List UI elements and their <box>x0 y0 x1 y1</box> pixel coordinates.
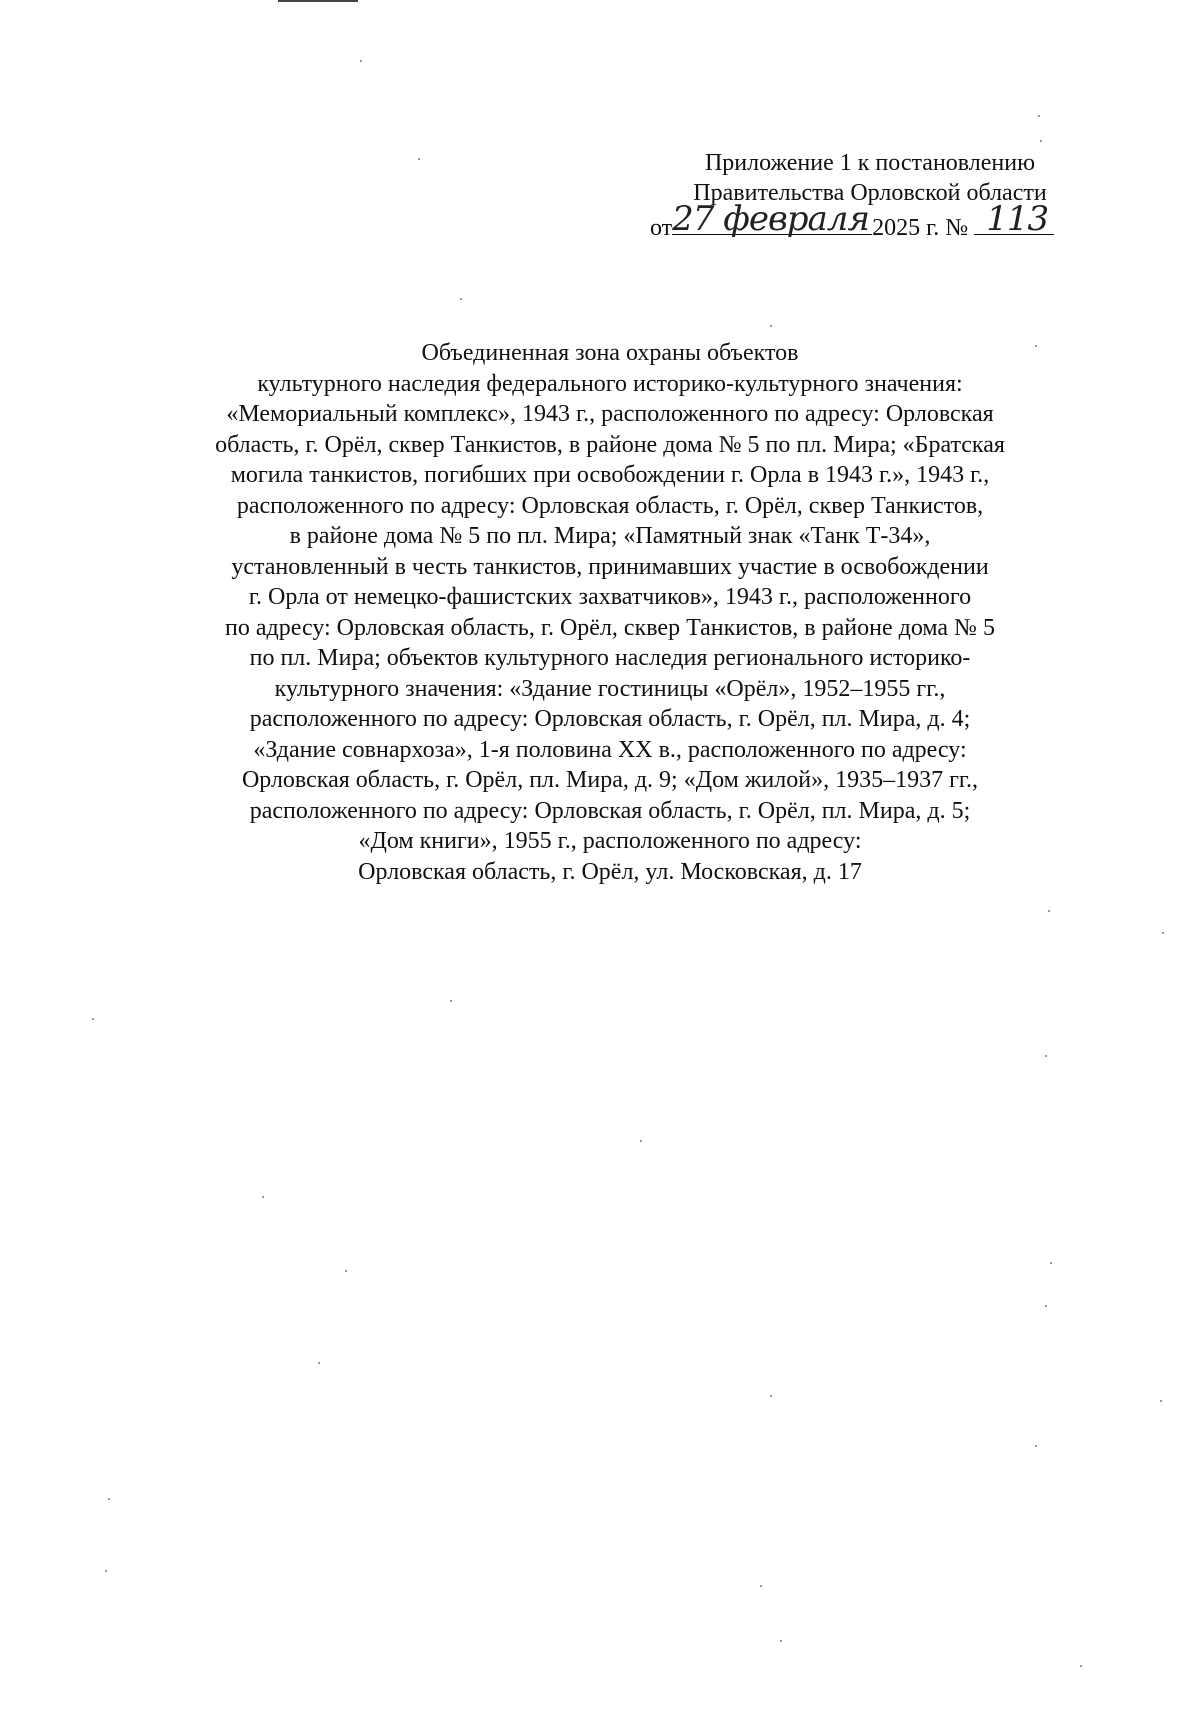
title-line: расположенного по адресу: Орловская область, г. Орёл, пл. Мира, д. 5; <box>249 797 971 824</box>
date-year: 2025 г. № <box>872 215 969 241</box>
appendix-line-2: Правительства Орловской области <box>693 180 1047 206</box>
title-line: могила танкистов, погибших при освобождении г. Орла в 1943 г.», 1943 г., <box>230 462 990 488</box>
scan-speck <box>418 158 420 160</box>
scan-speck <box>92 1018 94 1020</box>
title-line: «Здание совнархоза», 1-я половина XX в., расположенного по адресу: <box>253 736 967 763</box>
appendix-header <box>640 148 1100 243</box>
handwritten-date: 27 февраля <box>672 199 869 239</box>
scan-speck <box>318 1362 320 1364</box>
scan-speck <box>1162 932 1164 934</box>
title-line: культурного наследия федерального историко-культурного значения: <box>257 370 963 397</box>
scan-speck <box>1035 1445 1037 1447</box>
scan-speck <box>770 325 772 327</box>
scan-speck <box>460 298 462 300</box>
scan-speck <box>108 1498 110 1500</box>
scan-speck <box>1038 115 1040 117</box>
title-line: «Дом книги», 1955 г., расположенного по адресу: <box>358 828 862 854</box>
appendix-date-line <box>640 199 1100 243</box>
title-line: в районе дома № 5 по пл. Мира; «Памятный знак «Танк Т-34», <box>289 523 931 549</box>
title-line: Орловская область, г. Орёл, ул. Московская, д. 17 <box>358 858 862 885</box>
date-prefix: от <box>650 215 673 241</box>
appendix-line-1: Приложение 1 к постановлению <box>704 150 1036 176</box>
scan-speck <box>770 1395 772 1397</box>
scan-speck <box>345 1270 347 1272</box>
title-line: по адресу: Орловская область, г. Орёл, сквер Танкистов, в районе дома № 5 <box>225 614 995 641</box>
scan-speck <box>1045 1305 1047 1307</box>
date-field <box>672 199 872 239</box>
title-line: установленный в честь танкистов, принимавших участие в освобождении <box>231 553 989 580</box>
scan-speck <box>360 60 362 62</box>
title-line: расположенного по адресу: Орловская область, г. Орёл, пл. Мира, д. 4; <box>249 706 971 732</box>
scan-edge-mark <box>278 0 358 2</box>
title-line: г. Орла от немецко-фашистских захватчиков», 1943 г., расположенного <box>248 584 972 610</box>
scan-speck <box>1040 140 1042 142</box>
scan-speck <box>262 1196 264 1198</box>
title-line: культурного значения: «Здание гостиницы «Орёл», 1952–1955 гг., <box>274 675 946 702</box>
title-line: по пл. Мира; объектов культурного наследия регионального историко- <box>249 645 971 671</box>
title-line: Орловская область, г. Орёл, пл. Мира, д. 9; «Дом жилой», 1935–1937 гг., <box>241 767 979 793</box>
title-line: Объединенная зона охраны объектов <box>421 340 799 366</box>
title-line: «Мемориальный комплекс», 1943 г., расположенного по адресу: Орловская <box>226 401 994 427</box>
title-line: расположенного по адресу: Орловская область, г. Орёл, сквер Танкистов, <box>236 492 984 519</box>
document-title-block <box>150 338 1070 887</box>
title-line: область, г. Орёл, сквер Танкистов, в районе дома № 5 по пл. Мира; «Братская <box>215 431 1005 458</box>
scan-speck <box>1048 910 1050 912</box>
scan-speck <box>1050 1262 1052 1264</box>
scan-speck <box>1160 1400 1162 1402</box>
scan-speck <box>780 1640 782 1642</box>
scan-speck <box>450 1000 452 1002</box>
scan-speck <box>1035 345 1037 347</box>
scan-speck <box>1045 1055 1047 1057</box>
scan-speck <box>1080 1665 1082 1667</box>
handwritten-number: 113 <box>986 199 1049 239</box>
scan-speck <box>105 1570 107 1572</box>
scan-speck <box>640 1140 642 1142</box>
number-field <box>974 199 1054 239</box>
scan-speck <box>760 1585 762 1587</box>
